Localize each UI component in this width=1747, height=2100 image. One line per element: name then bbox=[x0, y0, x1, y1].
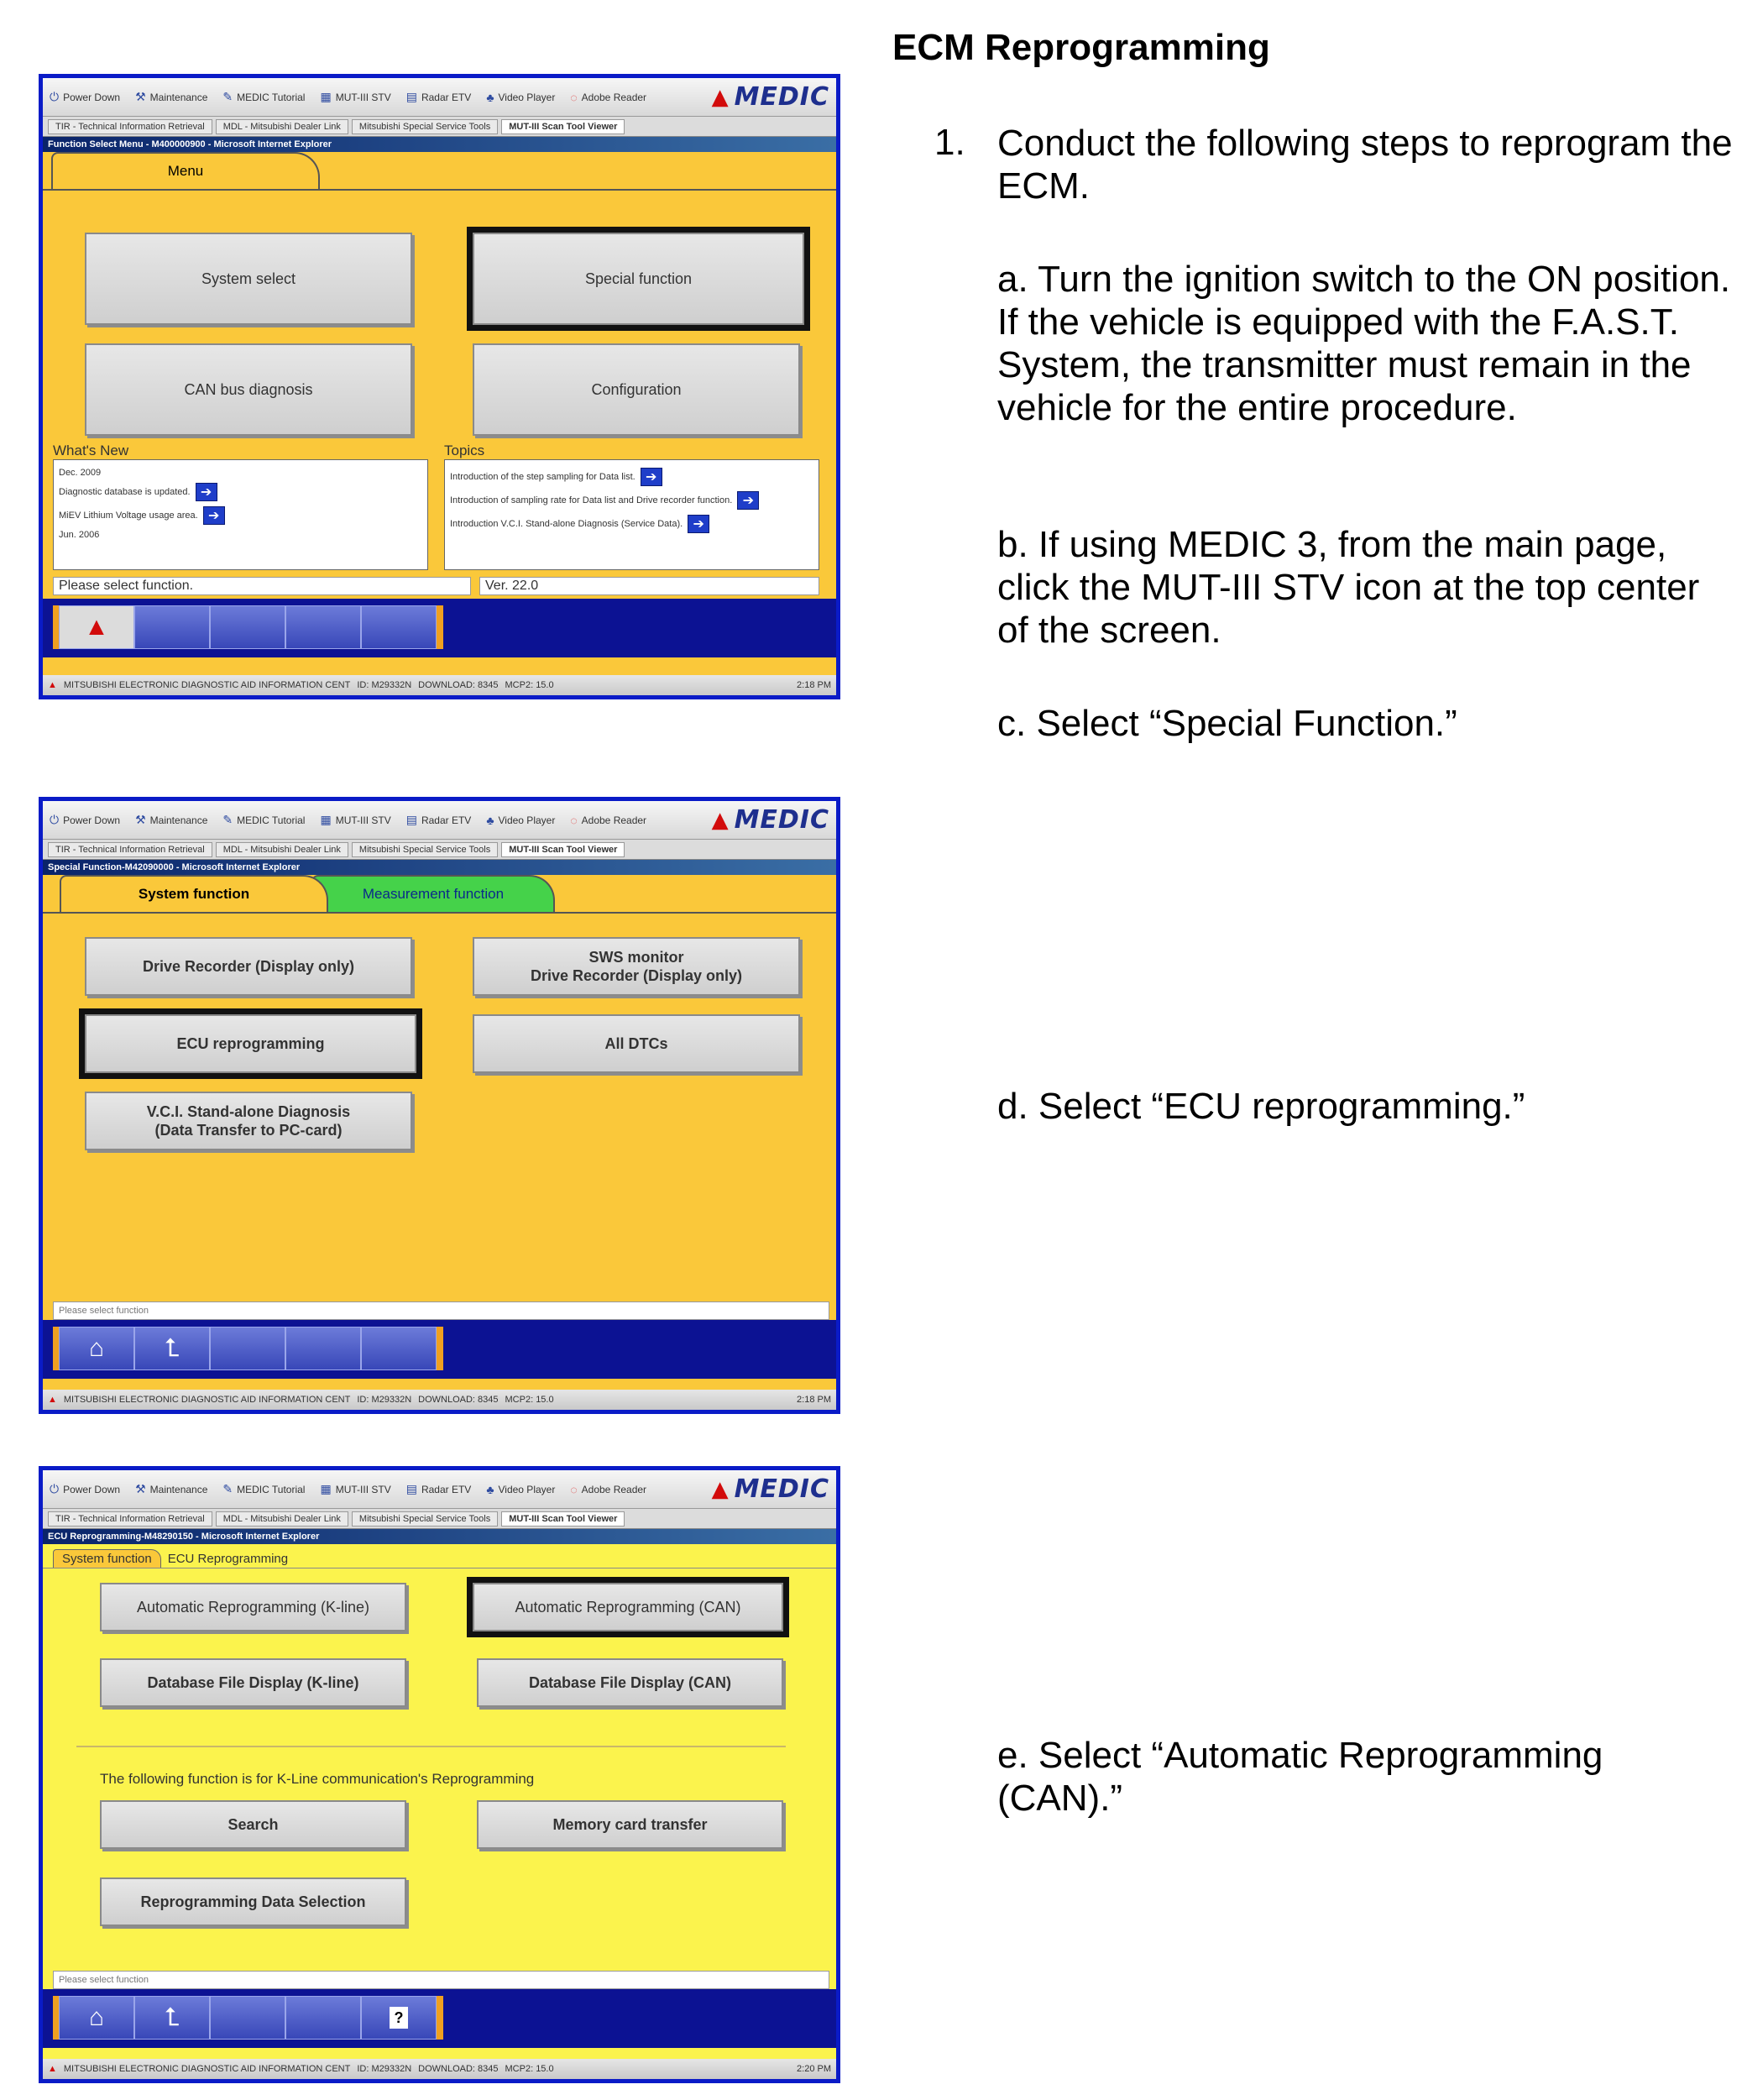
sws-monitor-button[interactable]: SWS monitor Drive Recorder (Display only) bbox=[473, 937, 800, 996]
wrench-icon: ⚒ bbox=[135, 813, 146, 826]
taskbar-mut3-stv[interactable]: ▦ MUT-III STV bbox=[320, 813, 391, 826]
taskbar-radar[interactable]: ▤ Radar ETV bbox=[405, 1482, 472, 1495]
power-icon: ⏻ bbox=[50, 1482, 60, 1495]
toolbar-slot-button[interactable] bbox=[210, 1996, 285, 2040]
browser-tab-tir[interactable]: TIR - Technical Information Retrieval bbox=[48, 119, 212, 134]
system-select-button[interactable]: System select bbox=[85, 233, 412, 325]
taskbar-adobe[interactable]: ◌ Adobe Reader bbox=[570, 90, 647, 104]
back-button[interactable] bbox=[134, 1996, 210, 2040]
mitsubishi-logo-icon: ▲ bbox=[48, 1395, 57, 1405]
taskbar-power-down[interactable]: ⏻ Power Down bbox=[50, 813, 121, 826]
adobe-icon: ◌ bbox=[570, 90, 578, 104]
reprogramming-data-selection-button[interactable]: Reprogramming Data Selection bbox=[100, 1877, 406, 1926]
ie-title-bar: ECU Reprogramming-M48290150 - Microsoft Internet Explorer bbox=[43, 1529, 836, 1544]
mitsubishi-logo-icon: ▲ bbox=[48, 2064, 57, 2074]
mitsubishi-home-button[interactable] bbox=[59, 605, 134, 649]
substep-a: a. Turn the ignition switch to the ON position. If the vehicle is equipped with the F.A.S.T. System, the transmitter must remain in the vehicle for the entire procedure. bbox=[997, 259, 1731, 428]
status-line: Please select function bbox=[53, 1971, 829, 1989]
toolbar-buttons bbox=[53, 605, 443, 649]
substep-c: c. Select “Special Function.” bbox=[997, 703, 1457, 744]
home-button[interactable] bbox=[59, 1996, 134, 2040]
kline-note: The following function is for K-Line communication's Reprogramming bbox=[100, 1771, 535, 1787]
toolbar-slot-button[interactable] bbox=[285, 1996, 361, 2040]
list-item[interactable]: Introduction V.C.I. Stand-alone Diagnosis (Service Data). ➔ bbox=[450, 515, 813, 533]
ecu-reprogramming-button[interactable]: ECU reprogramming bbox=[85, 1014, 416, 1073]
can-bus-diagnosis-button[interactable]: CAN bus diagnosis bbox=[85, 343, 412, 436]
browser-tab-tir[interactable]: TIR - Technical Information Retrieval bbox=[48, 1511, 212, 1527]
radar-icon: ▤ bbox=[405, 813, 417, 826]
screenshot-menu bbox=[39, 74, 840, 699]
toolbar-buttons bbox=[53, 1996, 443, 2040]
step-number: 1. bbox=[934, 122, 965, 163]
breadcrumb-ecu-reprogramming: ECU Reprogramming bbox=[167, 1552, 289, 1566]
all-dtcs-button[interactable]: All DTCs bbox=[473, 1014, 800, 1073]
arrow-right-icon[interactable]: ➔ bbox=[737, 491, 759, 510]
taskbar-tutorial[interactable]: ✎ MEDIC Tutorial bbox=[222, 90, 306, 103]
step-text: Conduct the following steps to reprogram the ECM. bbox=[997, 123, 1733, 207]
video-icon: ♣ bbox=[486, 90, 494, 104]
vci-standalone-button[interactable]: V.C.I. Stand-alone Diagnosis (Data Transfer to PC-card) bbox=[85, 1092, 412, 1150]
clock: 2:20 PM bbox=[797, 2064, 831, 2074]
substep-b: b. If using MEDIC 3, from the main page, click the MUT-III STV icon at the top center of the screen. bbox=[997, 524, 1700, 651]
search-button[interactable]: Search bbox=[100, 1800, 406, 1849]
toolbar-slot-button[interactable] bbox=[285, 1327, 361, 1370]
toolbar-slot-button[interactable] bbox=[134, 605, 210, 649]
browser-tab-mdl[interactable]: MDL - Mitsubishi Dealer Link bbox=[216, 1511, 348, 1527]
toolbar-end-cap bbox=[437, 1996, 443, 2040]
list-item[interactable]: Introduction of the step sampling for Data list. ➔ bbox=[450, 468, 813, 486]
breadcrumb-system-function[interactable]: System function bbox=[53, 1549, 161, 1568]
tab-divider bbox=[43, 912, 836, 914]
taskbar-adobe[interactable]: ◌ Adobe Reader bbox=[570, 813, 647, 827]
topics-list bbox=[444, 459, 819, 570]
arrow-right-icon[interactable]: ➔ bbox=[196, 483, 217, 501]
substep-d: d. Select “ECU reprogramming.” bbox=[997, 1086, 1525, 1127]
taskbar-power-down[interactable]: ⏻ Power Down bbox=[50, 1482, 121, 1495]
arrow-right-icon[interactable]: ➔ bbox=[641, 468, 662, 486]
tab-measurement-function[interactable]: Measurement function bbox=[311, 875, 555, 912]
back-arrow-icon: ⮤ bbox=[165, 1334, 180, 1362]
list-item: Dec. 2009 bbox=[59, 468, 102, 478]
doc-title: ECM Reprogramming bbox=[892, 27, 1270, 68]
mitsubishi-logo-icon: ▲ bbox=[711, 84, 730, 110]
wrench-icon: ⚒ bbox=[135, 1482, 146, 1495]
back-arrow-icon: ⮤ bbox=[165, 2003, 180, 2031]
browser-tab-mut3[interactable]: MUT-III Scan Tool Viewer bbox=[501, 842, 625, 857]
drive-recorder-button[interactable]: Drive Recorder (Display only) bbox=[85, 937, 412, 996]
mitsubishi-logo-icon: ▲ bbox=[711, 807, 730, 833]
bottom-toolbar bbox=[43, 1989, 836, 2048]
tutorial-icon: ✎ bbox=[222, 1482, 233, 1495]
list-item[interactable]: MiEV Lithium Voltage usage area. ➔ bbox=[59, 506, 422, 525]
mitsubishi-logo-icon: ▲ bbox=[84, 613, 109, 641]
mitsubishi-logo-icon: ▲ bbox=[711, 1476, 730, 1502]
list-item[interactable]: Diagnostic database is updated. ➔ bbox=[59, 483, 422, 501]
substep-e: e. Select “Automatic Reprogramming (CAN).” bbox=[997, 1735, 1603, 1819]
wrench-icon: ⚒ bbox=[135, 90, 146, 103]
bottom-toolbar bbox=[43, 599, 836, 657]
whats-new-label: What's New bbox=[53, 443, 129, 458]
special-function-button[interactable]: Special function bbox=[473, 233, 804, 325]
adobe-icon: ◌ bbox=[570, 1482, 578, 1496]
version-label: Ver. 22.0 bbox=[479, 577, 819, 595]
tab-divider bbox=[43, 189, 836, 191]
windows-status-bar: ▲ MITSUBISHI ELECTRONIC DIAGNOSTIC AID INFORMATION CENT ID: M29332N DOWNLOAD: 8345 MCP2: 15.0 2:18 PM bbox=[43, 1390, 836, 1410]
medic-logo: ▲ MEDIC bbox=[711, 82, 829, 112]
browser-tab-tir[interactable]: TIR - Technical Information Retrieval bbox=[48, 842, 212, 857]
medic-logo: ▲ MEDIC bbox=[711, 1474, 829, 1504]
breadcrumb bbox=[53, 1549, 295, 1568]
whats-new-list bbox=[53, 459, 428, 570]
taskbar-maintenance[interactable]: ⚒ Maintenance bbox=[135, 90, 208, 103]
home-button[interactable] bbox=[59, 1327, 134, 1370]
radar-icon: ▤ bbox=[405, 1482, 417, 1495]
tutorial-icon: ✎ bbox=[222, 813, 233, 826]
topics-label: Topics bbox=[444, 443, 485, 458]
database-file-display-can-button[interactable]: Database File Display (CAN) bbox=[477, 1658, 783, 1707]
help-icon: ? bbox=[390, 2007, 408, 2029]
taskbar-tutorial[interactable]: ✎ MEDIC Tutorial bbox=[222, 813, 306, 826]
taskbar-tutorial[interactable]: ✎ MEDIC Tutorial bbox=[222, 1482, 306, 1495]
scan-icon: ▦ bbox=[320, 1482, 332, 1495]
toolbar-slot-button[interactable] bbox=[361, 1327, 437, 1370]
radar-icon: ▤ bbox=[405, 90, 417, 103]
browser-tabs bbox=[43, 117, 836, 137]
browser-tab-mut3[interactable]: MUT-III Scan Tool Viewer bbox=[501, 1511, 625, 1527]
scan-icon: ▦ bbox=[320, 813, 332, 826]
adobe-icon: ◌ bbox=[570, 813, 578, 827]
medic-taskbar bbox=[43, 78, 836, 117]
browser-tab-msst[interactable]: Mitsubishi Special Service Tools bbox=[352, 842, 498, 857]
home-icon: ⌂ bbox=[88, 1334, 105, 1362]
taskbar-adobe[interactable]: ◌ Adobe Reader bbox=[570, 1482, 647, 1496]
list-item: Jun. 2006 bbox=[59, 530, 100, 540]
browser-tabs bbox=[43, 1509, 836, 1529]
automatic-reprogramming-kline-button[interactable]: Automatic Reprogramming (K-line) bbox=[100, 1583, 406, 1631]
home-icon: ⌂ bbox=[88, 2003, 105, 2031]
bottom-toolbar bbox=[43, 1320, 836, 1379]
windows-status-bar: ▲ MITSUBISHI ELECTRONIC DIAGNOSTIC AID INFORMATION CENT ID: M29332N DOWNLOAD: 8345 MCP2: 15.0 2:18 PM bbox=[43, 675, 836, 695]
power-icon: ⏻ bbox=[50, 90, 60, 103]
toolbar-slot-button[interactable] bbox=[285, 605, 361, 649]
toolbar-slot-button[interactable] bbox=[361, 605, 437, 649]
tab-menu[interactable]: Menu bbox=[51, 152, 320, 189]
taskbar-maintenance[interactable]: ⚒ Maintenance bbox=[135, 1482, 208, 1495]
power-icon: ⏻ bbox=[50, 813, 60, 826]
browser-tab-mdl[interactable]: MDL - Mitsubishi Dealer Link bbox=[216, 842, 348, 857]
taskbar-video[interactable]: ♣ Video Player bbox=[486, 90, 556, 104]
toolbar-end-cap bbox=[437, 1327, 443, 1370]
taskbar-radar[interactable]: ▤ Radar ETV bbox=[405, 90, 472, 103]
status-line: Please select function bbox=[53, 1301, 829, 1320]
taskbar-maintenance[interactable]: ⚒ Maintenance bbox=[135, 813, 208, 826]
screenshot-special-function bbox=[39, 797, 840, 1414]
menu-content bbox=[43, 152, 836, 683]
special-function-content bbox=[43, 875, 836, 1397]
scan-icon: ▦ bbox=[320, 90, 332, 103]
tab-system-function[interactable]: System function bbox=[60, 875, 328, 912]
section-divider bbox=[76, 1746, 786, 1747]
taskbar-video[interactable]: ♣ Video Player bbox=[486, 813, 556, 827]
clock: 2:18 PM bbox=[797, 680, 831, 690]
video-icon: ♣ bbox=[486, 1482, 494, 1496]
windows-status-bar: ▲ MITSUBISHI ELECTRONIC DIAGNOSTIC AID INFORMATION CENT ID: M29332N DOWNLOAD: 8345 MCP2: 15.0 2:20 PM bbox=[43, 2059, 836, 2079]
toolbar-buttons bbox=[53, 1327, 443, 1370]
arrow-right-icon[interactable]: ➔ bbox=[688, 515, 709, 533]
taskbar-mut3-stv[interactable]: ▦ MUT-III STV bbox=[320, 1482, 391, 1495]
toolbar-end-cap bbox=[437, 605, 443, 649]
status-line: Please select function. bbox=[53, 577, 471, 595]
clock: 2:18 PM bbox=[797, 1395, 831, 1405]
memory-card-transfer-button[interactable]: Memory card transfer bbox=[477, 1800, 783, 1849]
video-icon: ♣ bbox=[486, 813, 494, 827]
medic-logo: ▲ MEDIC bbox=[711, 805, 829, 835]
back-button[interactable] bbox=[134, 1327, 210, 1370]
taskbar-radar[interactable]: ▤ Radar ETV bbox=[405, 813, 472, 826]
ecu-reprogramming-content bbox=[43, 1544, 836, 2066]
configuration-button[interactable]: Configuration bbox=[473, 343, 800, 436]
help-button[interactable] bbox=[361, 1996, 437, 2040]
mitsubishi-logo-icon: ▲ bbox=[48, 680, 57, 690]
medic-taskbar bbox=[43, 801, 836, 840]
browser-tab-mdl[interactable]: MDL - Mitsubishi Dealer Link bbox=[216, 119, 348, 134]
arrow-right-icon[interactable]: ➔ bbox=[203, 506, 225, 525]
browser-tab-msst[interactable]: Mitsubishi Special Service Tools bbox=[352, 119, 498, 134]
browser-tab-mut3[interactable]: MUT-III Scan Tool Viewer bbox=[501, 119, 625, 134]
list-item[interactable]: Introduction of sampling rate for Data list and Drive recorder function. ➔ bbox=[450, 491, 813, 510]
tutorial-icon: ✎ bbox=[222, 90, 233, 103]
ie-title-bar: Special Function-M42090000 - Microsoft Internet Explorer bbox=[43, 860, 836, 875]
toolbar-slot-button[interactable] bbox=[210, 605, 285, 649]
browser-tabs bbox=[43, 840, 836, 860]
automatic-reprogramming-can-button[interactable]: Automatic Reprogramming (CAN) bbox=[473, 1583, 783, 1631]
taskbar-power-down[interactable]: ⏻ Power Down bbox=[50, 90, 121, 103]
taskbar-video[interactable]: ♣ Video Player bbox=[486, 1482, 556, 1496]
taskbar-mut3-stv[interactable]: ▦ MUT-III STV bbox=[320, 90, 391, 103]
screenshot-ecu-reprogramming bbox=[39, 1466, 840, 2083]
database-file-display-kline-button[interactable]: Database File Display (K-line) bbox=[100, 1658, 406, 1707]
medic-taskbar bbox=[43, 1470, 836, 1509]
toolbar-slot-button[interactable] bbox=[210, 1327, 285, 1370]
browser-tab-msst[interactable]: Mitsubishi Special Service Tools bbox=[352, 1511, 498, 1527]
ie-title-bar: Function Select Menu - M400000900 - Microsoft Internet Explorer bbox=[43, 137, 836, 152]
